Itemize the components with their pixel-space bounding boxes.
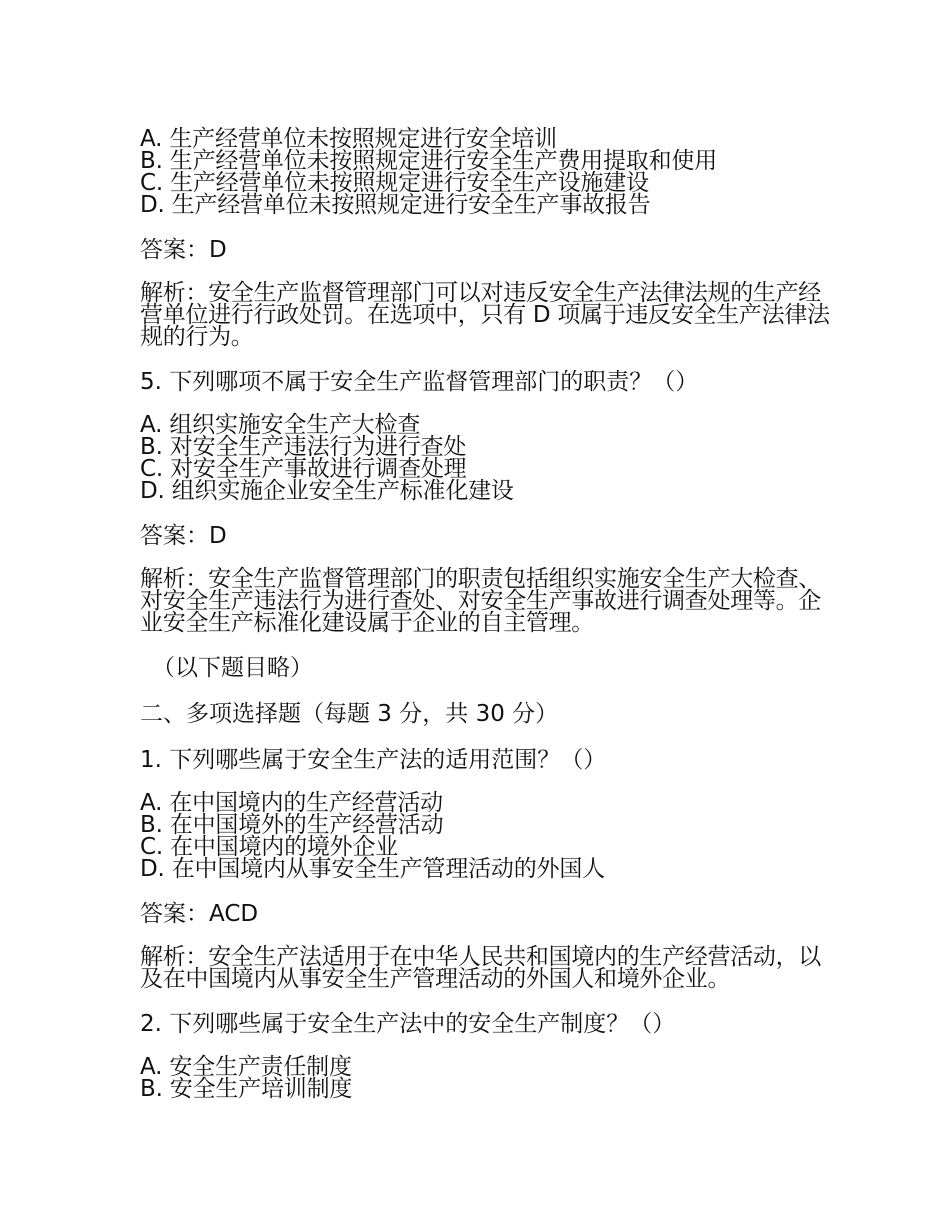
q4-analysis: 解析：安全生产监督管理部门可以对违反安全生产法律法规的生产经营单位进行行政处罚。在选项中，只有 D 项属于违反安全生产法律法规的行为。 (140, 280, 830, 350)
m2-option-b: B. 安全生产培训制度 (140, 1076, 353, 1102)
m2-option-a: A. 安全生产责任制度 (140, 1054, 352, 1080)
m2-question: 2. 下列哪些属于安全生产法中的安全生产制度？（） (140, 1011, 676, 1037)
m1-option-b: B. 在中国境外的生产经营活动 (140, 812, 444, 838)
q5-answer: 答案：D (140, 523, 227, 549)
q4-option-b: B. 生产经营单位未按照规定进行安全生产费用提取和使用 (140, 148, 718, 174)
q4-option-d: D. 生产经营单位未按照规定进行安全生产事故报告 (140, 192, 651, 218)
m1-option-d: D. 在中国境内从事安全生产管理活动的外国人 (140, 856, 605, 882)
m1-answer: 答案：ACD (140, 901, 259, 927)
q5-options (140, 414, 830, 502)
q5-option-c: C. 对安全生产事故进行调查处理 (140, 456, 467, 482)
section-heading: 二、多项选择题（每题 3 分，共 30 分） (140, 701, 559, 727)
m1-analysis: 解析：安全生产法适用于在中华人民共和国境内的生产经营活动，以及在中国境内从事安全生产管理活动的外国人和境外企业。 (140, 944, 822, 992)
q4-options (140, 128, 830, 216)
q5-analysis: 解析：安全生产监督管理部门的职责包括组织实施安全生产大检查、对安全生产违法行为进行查处、对安全生产事故进行调查处理等。企业安全生产标准化建设属于企业的自主管理。 (140, 566, 822, 636)
omitted-note: （以下题目略） (152, 655, 313, 681)
document-page (140, 128, 830, 1120)
q5-question: 5. 下列哪项不属于安全生产监督管理部门的职责？（） (140, 369, 699, 395)
q5-option-b: B. 对安全生产违法行为进行查处 (140, 434, 467, 460)
m1-question: 1. 下列哪些属于安全生产法的适用范围？（） (140, 747, 607, 773)
q4-option-c: C. 生产经营单位未按照规定进行安全生产设施建设 (140, 170, 649, 196)
q4-answer: 答案：D (140, 237, 227, 263)
m1-options (140, 792, 830, 880)
q4-option-a: A. 生产经营单位未按照规定进行安全培训 (140, 126, 557, 152)
q5-option-d: D. 组织实施企业安全生产标准化建设 (140, 478, 514, 504)
m2-options (140, 1056, 830, 1100)
m1-option-a: A. 在中国境内的生产经营活动 (140, 790, 443, 816)
m1-option-c: C. 在中国境内的境外企业 (140, 834, 399, 860)
q5-option-a: A. 组织实施安全生产大检查 (140, 412, 421, 438)
